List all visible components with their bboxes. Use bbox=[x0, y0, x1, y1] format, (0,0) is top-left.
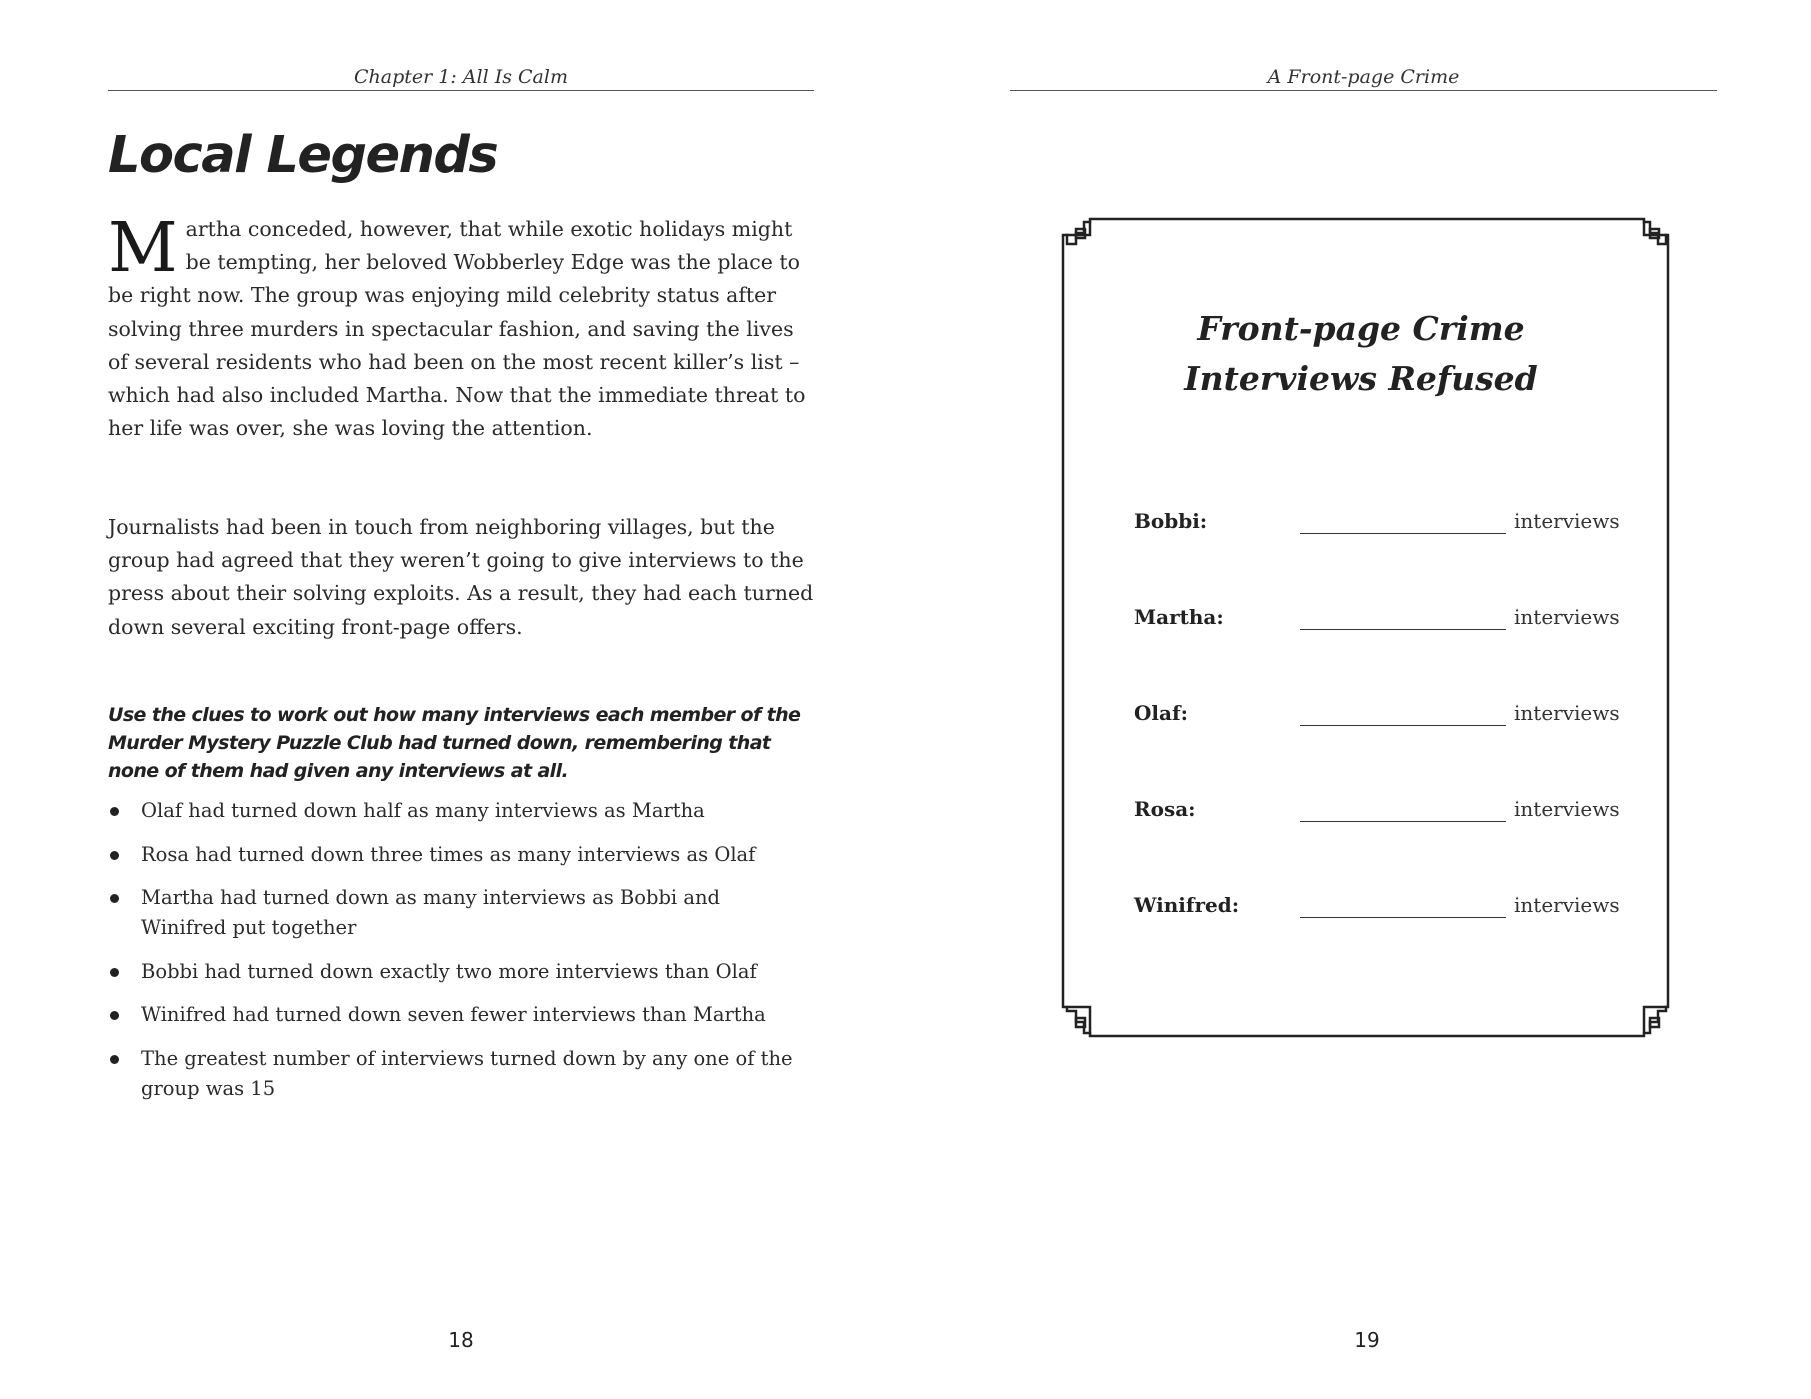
bullet-icon bbox=[110, 1055, 119, 1064]
puzzle-instruction: Use the clues to work out how many interviews each member of the Murder Mystery Puzzle Club had turned down, remembering that none of them had given any interviews at all. bbox=[108, 704, 801, 782]
answer-row-bobbi bbox=[1134, 505, 1654, 541]
bullet-icon bbox=[110, 851, 119, 860]
answer-name: Winifred: bbox=[1134, 893, 1240, 917]
page-number-left: 18 bbox=[448, 1328, 474, 1352]
answer-name: Rosa: bbox=[1134, 797, 1196, 821]
clue-text: Olaf had turned down half as many interviews as Martha bbox=[141, 799, 705, 822]
answer-blank[interactable] bbox=[1300, 629, 1506, 630]
answer-box-title-line1: Front-page Crime bbox=[1197, 309, 1525, 348]
clue-item bbox=[108, 1044, 808, 1104]
answer-unit: interviews bbox=[1514, 701, 1620, 725]
answer-box-title-line2: Interviews Refused bbox=[1184, 359, 1538, 398]
answer-blank[interactable] bbox=[1300, 917, 1506, 918]
answer-blank[interactable] bbox=[1300, 533, 1506, 534]
answer-unit: interviews bbox=[1514, 605, 1620, 629]
left-page bbox=[0, 0, 905, 1399]
bullet-icon bbox=[110, 968, 119, 977]
bullet-icon bbox=[110, 807, 119, 816]
right-page bbox=[906, 0, 1811, 1399]
bullet-icon bbox=[110, 1011, 119, 1020]
page-number-right: 19 bbox=[1354, 1328, 1380, 1352]
answer-name: Martha: bbox=[1134, 605, 1224, 629]
ornamental-frame bbox=[906, 0, 1811, 1100]
drop-cap: M bbox=[108, 209, 178, 288]
running-head-left: Chapter 1: All Is Calm bbox=[108, 66, 814, 91]
clue-text: Rosa had turned down three times as many interviews as Olaf bbox=[141, 842, 756, 866]
bullet-icon bbox=[110, 894, 119, 903]
page-title: Local Legends bbox=[108, 126, 498, 185]
clue-item bbox=[108, 1000, 808, 1030]
answer-row-winifred bbox=[1134, 889, 1654, 925]
answer-blank[interactable] bbox=[1300, 821, 1506, 822]
answer-unit: interviews bbox=[1514, 797, 1620, 821]
answer-row-rosa bbox=[1134, 793, 1654, 829]
answer-blank[interactable] bbox=[1300, 725, 1506, 726]
answer-name: Olaf: bbox=[1134, 701, 1188, 725]
clue-item bbox=[108, 957, 808, 987]
clue-text: Martha had turned down as many interviews as Bobbi and Winifred put together bbox=[141, 886, 721, 939]
clue-text: Winifred had turned down seven fewer interviews than Martha bbox=[141, 1003, 766, 1026]
clue-item bbox=[108, 883, 808, 943]
clue-item bbox=[108, 796, 808, 826]
second-paragraph: Journalists had been in touch from neighboring villages, but the group had agreed that they weren’t going to give interviews to the press about their solving exploits. As a result, they had each turned down several exciting front-page offers. bbox=[108, 515, 814, 639]
intro-paragraph bbox=[108, 209, 818, 445]
answer-row-martha bbox=[1134, 601, 1654, 637]
answer-name: Bobbi: bbox=[1134, 509, 1208, 533]
clue-item bbox=[108, 840, 808, 870]
clue-text: Bobbi had turned down exactly two more interviews than Olaf bbox=[141, 959, 757, 983]
clue-list bbox=[108, 796, 808, 1117]
answer-box-title bbox=[1056, 304, 1666, 404]
answer-row-olaf bbox=[1134, 697, 1654, 733]
answer-unit: interviews bbox=[1514, 893, 1620, 917]
answer-unit: interviews bbox=[1514, 509, 1620, 533]
clue-text: The greatest number of interviews turned down by any one of the group was 15 bbox=[141, 1046, 793, 1100]
intro-paragraph-text: artha conceded, however, that while exotic holidays might be tempting, her beloved Wobberley Edge was the place to be right now. The group was enjoying mild celebrity status after solving three murders in spectacular fashion, and saving the lives of several residents who had been on the most recent killer’s list – which had also included Martha. Now that the immediate threat to her life was over, she was loving the attention. bbox=[108, 217, 806, 441]
running-head-right: A Front-page Crime bbox=[1010, 66, 1717, 91]
